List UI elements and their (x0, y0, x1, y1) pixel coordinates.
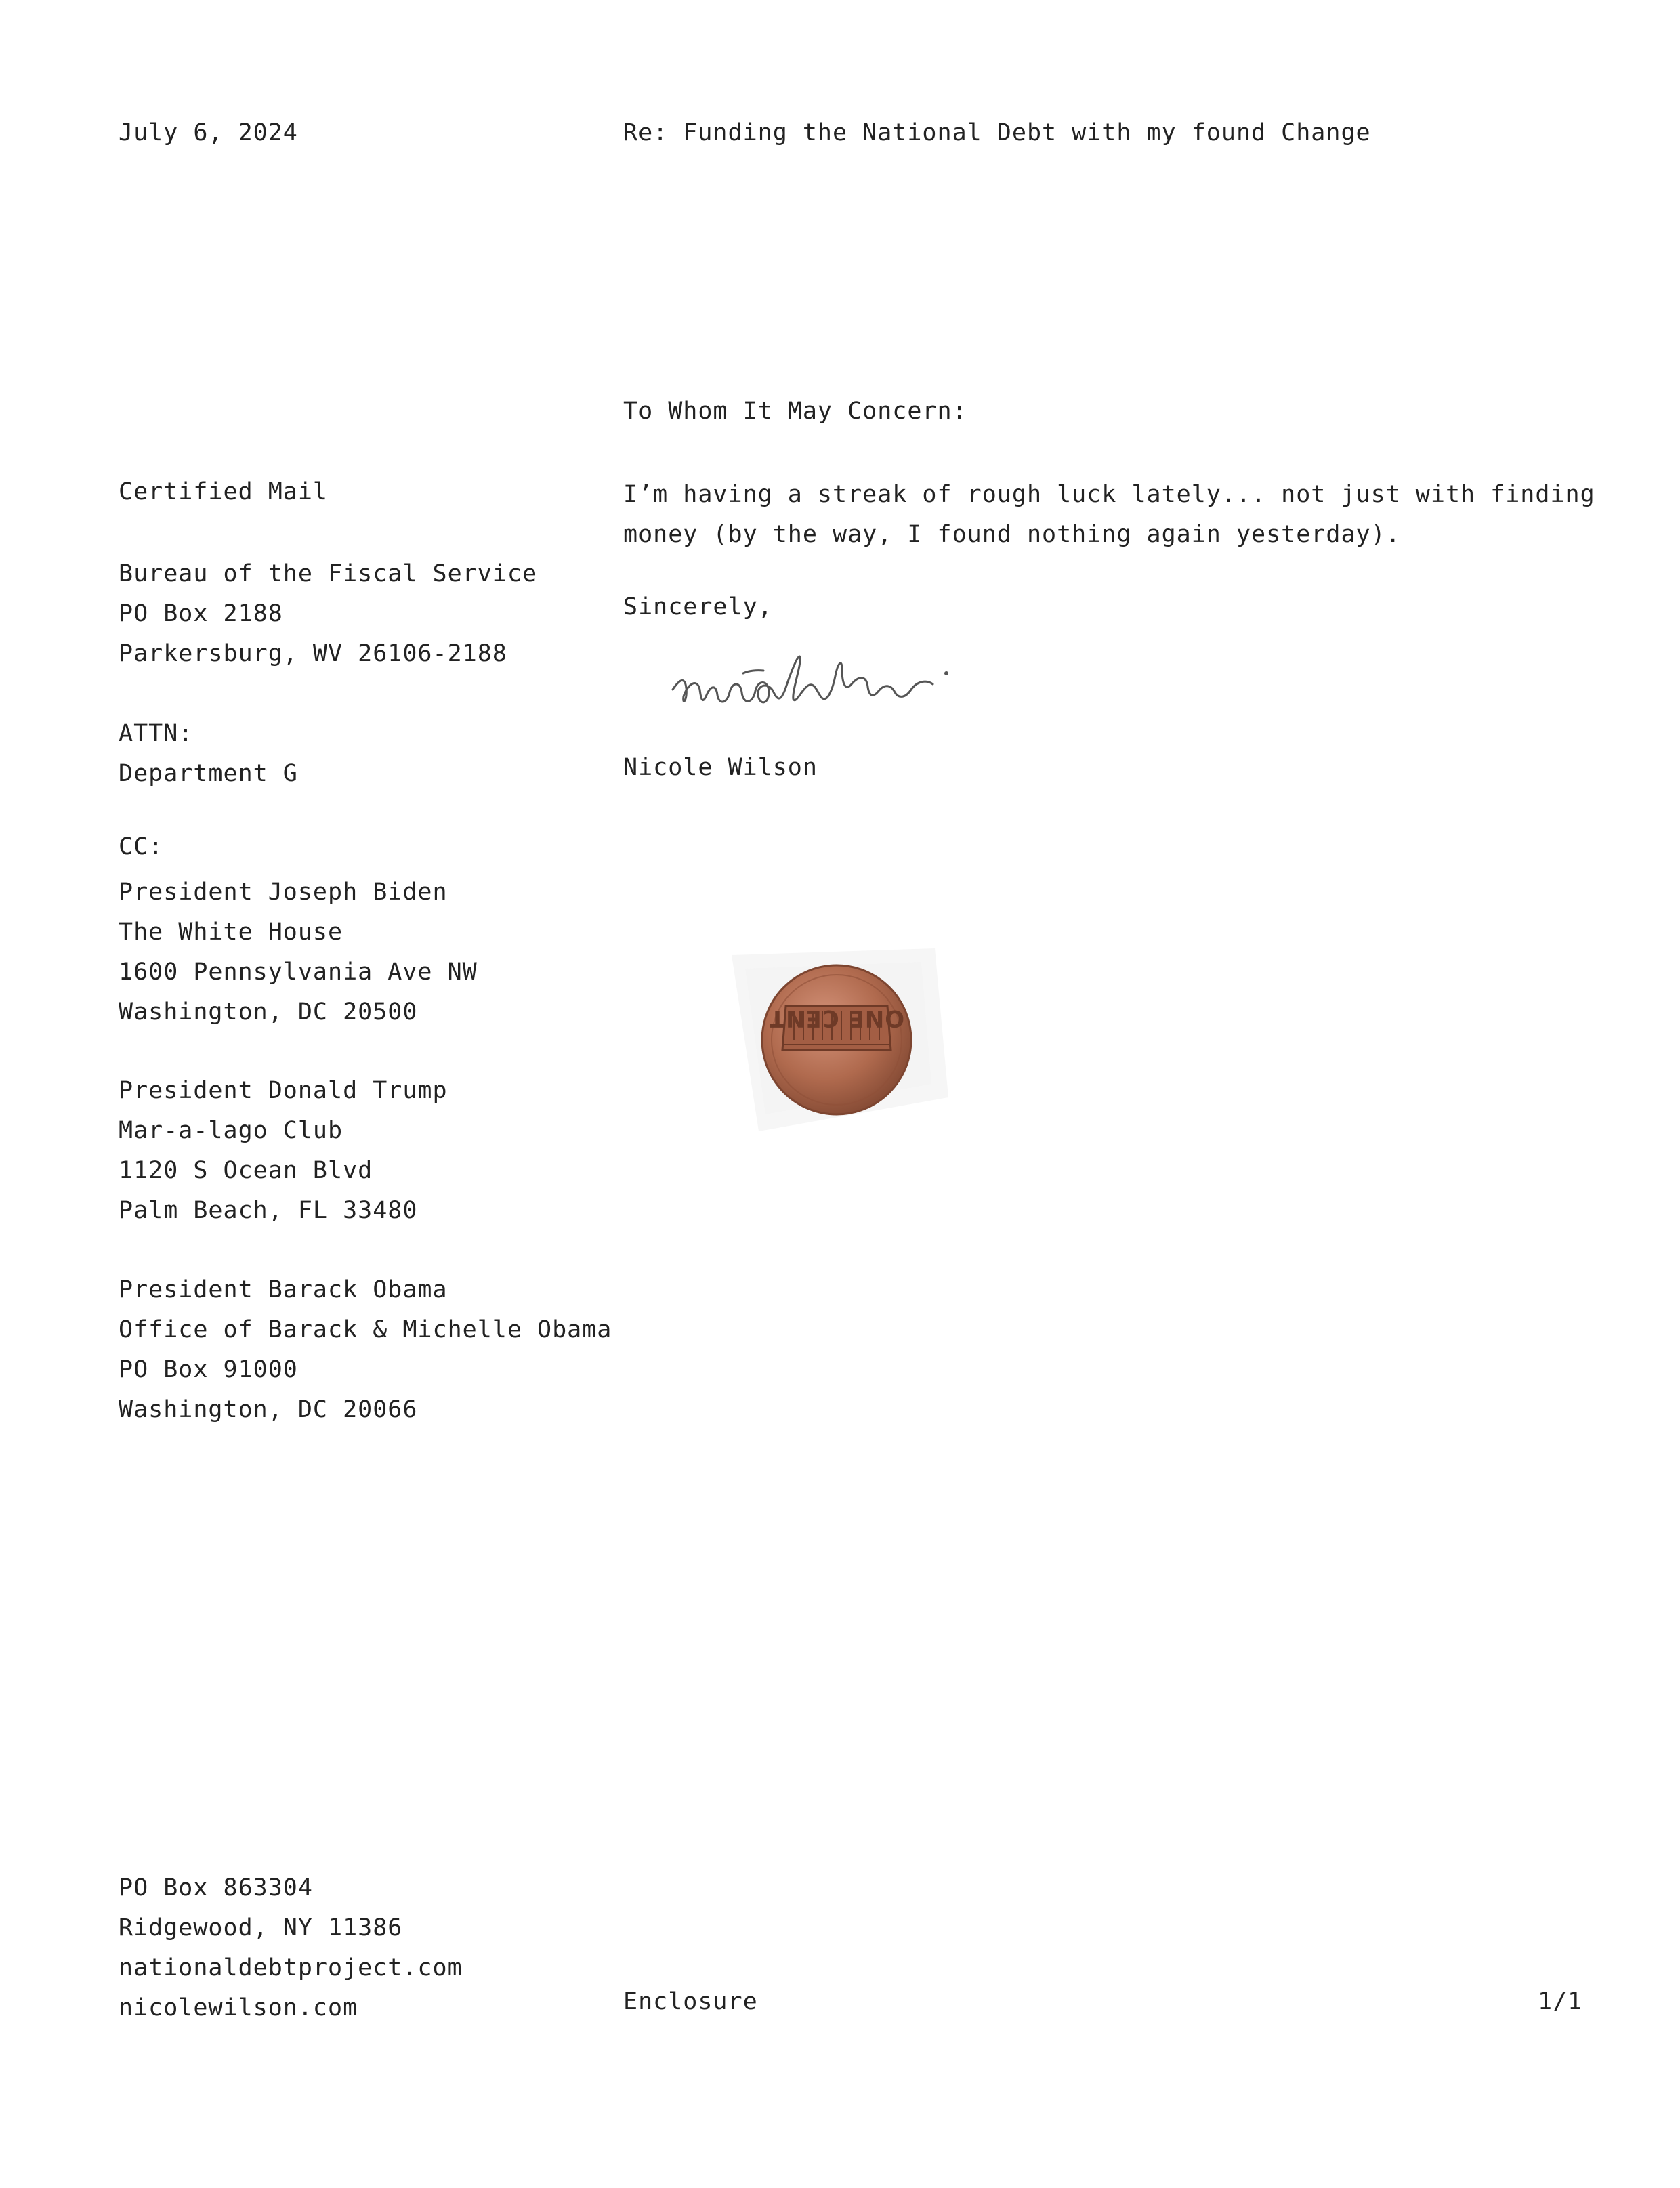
address-line: Office of Barack & Michelle Obama (119, 1316, 612, 1343)
address-line: Washington, DC 20500 (119, 998, 418, 1026)
signer-name: Nicole Wilson (623, 754, 818, 781)
address-line: Bureau of the Fiscal Service (119, 560, 538, 587)
address-line: The White House (119, 919, 343, 946)
address-line: President Barack Obama (119, 1276, 448, 1303)
address-line: 1120 S Ocean Blvd (119, 1157, 373, 1184)
address-line: President Joseph Biden (119, 879, 448, 906)
svg-text:ONE CENT: ONE CENT (768, 1005, 905, 1032)
letter-date: July 6, 2024 (119, 119, 298, 146)
enclosure-label: Enclosure (623, 1988, 758, 2015)
cc-obama-address (119, 1270, 612, 1430)
penny-coin-icon (718, 928, 962, 1152)
address-line: President Donald Trump (119, 1077, 448, 1104)
attn-label: ATTN: (119, 720, 194, 747)
mail-type: Certified Mail (119, 478, 329, 505)
attn-department: Department G (119, 760, 298, 787)
website-link[interactable]: nationaldebtproject.com (119, 1954, 463, 1981)
address-line: PO Box 91000 (119, 1356, 298, 1383)
address-line: Palm Beach, FL 33480 (119, 1197, 418, 1224)
page-number: 1/1 (1538, 1988, 1583, 2015)
address-line: Mar-a-lago Club (119, 1117, 343, 1144)
website-link[interactable]: nicolewilson.com (119, 1994, 358, 2021)
address-line: Washington, DC 20066 (119, 1396, 418, 1423)
address-line: PO Box 2188 (119, 600, 283, 627)
signature (667, 642, 992, 730)
sender-address (119, 1868, 463, 2028)
address-line: 1600 Pennsylvania Ave NW (119, 959, 478, 986)
cc-trump-address (119, 1071, 448, 1231)
address-line: PO Box 863304 (119, 1874, 313, 1901)
address-line: Ridgewood, NY 11386 (119, 1914, 403, 1941)
letter-body (623, 475, 1595, 555)
address-line: Parkersburg, WV 26106-2188 (119, 640, 507, 667)
body-line: money (by the way, I found nothing again yesterday). (623, 521, 1401, 548)
body-line: I’m having a streak of rough luck lately... not just with finding (623, 481, 1595, 508)
closing: Sincerely, (623, 593, 773, 620)
letter-subject: Re: Funding the National Debt with my found Change (623, 119, 1371, 146)
attention-block (119, 714, 298, 794)
cc-label: CC: (119, 833, 164, 860)
recipient-address (119, 554, 537, 674)
salutation: To Whom It May Concern: (623, 398, 967, 425)
cc-biden-address (119, 872, 478, 1032)
